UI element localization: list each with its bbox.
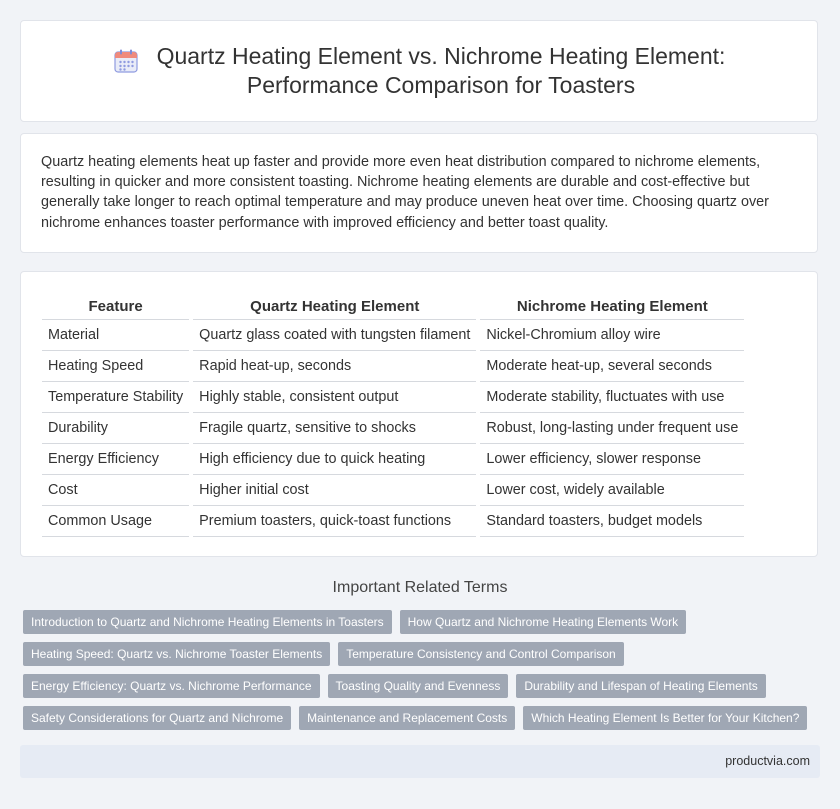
quartz-cell: High efficiency due to quick heating <box>193 444 476 475</box>
table-row <box>42 382 744 413</box>
quartz-cell: Quartz glass coated with tungsten filament <box>193 320 476 351</box>
related-term-chip[interactable]: Introduction to Quartz and Nichrome Heating Elements in Toasters <box>23 610 392 634</box>
feature-cell: Durability <box>42 413 189 444</box>
table-row <box>42 444 744 475</box>
related-term-chip[interactable]: Heating Speed: Quartz vs. Nichrome Toaster Elements <box>23 642 330 666</box>
summary-card <box>20 133 818 253</box>
related-term-chip[interactable]: How Quartz and Nichrome Heating Elements Work <box>400 610 687 634</box>
nichrome-cell: Lower cost, widely available <box>480 475 744 506</box>
column-header-feature: Feature <box>42 294 189 320</box>
nichrome-cell: Robust, long-lasting under frequent use <box>480 413 744 444</box>
feature-cell: Material <box>42 320 189 351</box>
table-row <box>42 320 744 351</box>
quartz-cell: Rapid heat-up, seconds <box>193 351 476 382</box>
page-title-line2: Performance Comparison for Toasters <box>246 72 636 98</box>
calendar-icon <box>113 48 139 74</box>
related-term-chip[interactable]: Durability and Lifespan of Heating Elements <box>516 674 765 698</box>
header-card <box>20 20 818 122</box>
quartz-cell: Higher initial cost <box>193 475 476 506</box>
nichrome-cell: Standard toasters, budget models <box>480 506 744 537</box>
quartz-cell: Fragile quartz, sensitive to shocks <box>193 413 476 444</box>
table-row <box>42 351 744 382</box>
comparison-table <box>38 294 748 537</box>
feature-cell: Common Usage <box>42 506 189 537</box>
related-terms-row-3 <box>23 674 766 698</box>
table-row <box>42 475 744 506</box>
related-term-chip[interactable]: Energy Efficiency: Quartz vs. Nichrome Performance <box>23 674 320 698</box>
table-row <box>42 413 744 444</box>
nichrome-cell: Moderate stability, fluctuates with use <box>480 382 744 413</box>
comparison-table-card <box>20 271 818 557</box>
summary-text: Quartz heating elements heat up faster and provide more even heat distribution compared to nichrome elements, resulting in quicker and more consistent toasting. Nichrome heating elements are durable and cost-effective but generally take longer to reach optimal temperature and may produce uneven heat over time. Choosing quartz over nichrome enhances toaster performance with improved efficiency and better toast quality. <box>41 154 769 231</box>
related-term-chip[interactable]: Safety Considerations for Quartz and Nichrome <box>23 706 291 730</box>
quartz-cell: Premium toasters, quick-toast functions <box>193 506 476 537</box>
related-terms-title: Important Related Terms <box>332 579 508 596</box>
page-title <box>157 42 726 100</box>
related-term-chip[interactable]: Temperature Consistency and Control Comparison <box>338 642 623 666</box>
feature-cell: Cost <box>42 475 189 506</box>
feature-cell: Heating Speed <box>42 351 189 382</box>
table-header-row <box>42 294 744 320</box>
nichrome-cell: Moderate heat-up, several seconds <box>480 351 744 382</box>
related-term-chip[interactable]: Maintenance and Replacement Costs <box>299 706 515 730</box>
related-terms-row-4 <box>23 706 807 730</box>
quartz-cell: Highly stable, consistent output <box>193 382 476 413</box>
column-header-nichrome: Nichrome Heating Element <box>480 294 744 320</box>
related-term-chip[interactable]: Which Heating Element Is Better for Your Kitchen? <box>523 706 807 730</box>
footer-bar <box>20 745 820 778</box>
page-title-line1: Quartz Heating Element vs. Nichrome Heating Element: <box>156 43 726 69</box>
footer-site-link[interactable]: productvia.com <box>725 754 810 768</box>
header <box>113 42 726 100</box>
nichrome-cell: Lower efficiency, slower response <box>480 444 744 475</box>
table-row <box>42 506 744 537</box>
nichrome-cell: Nickel-Chromium alloy wire <box>480 320 744 351</box>
related-terms-row-1 <box>23 610 686 634</box>
feature-cell: Energy Efficiency <box>42 444 189 475</box>
column-header-quartz: Quartz Heating Element <box>193 294 476 320</box>
feature-cell: Temperature Stability <box>42 382 189 413</box>
related-terms-row-2 <box>23 642 624 666</box>
related-term-chip[interactable]: Toasting Quality and Evenness <box>328 674 509 698</box>
